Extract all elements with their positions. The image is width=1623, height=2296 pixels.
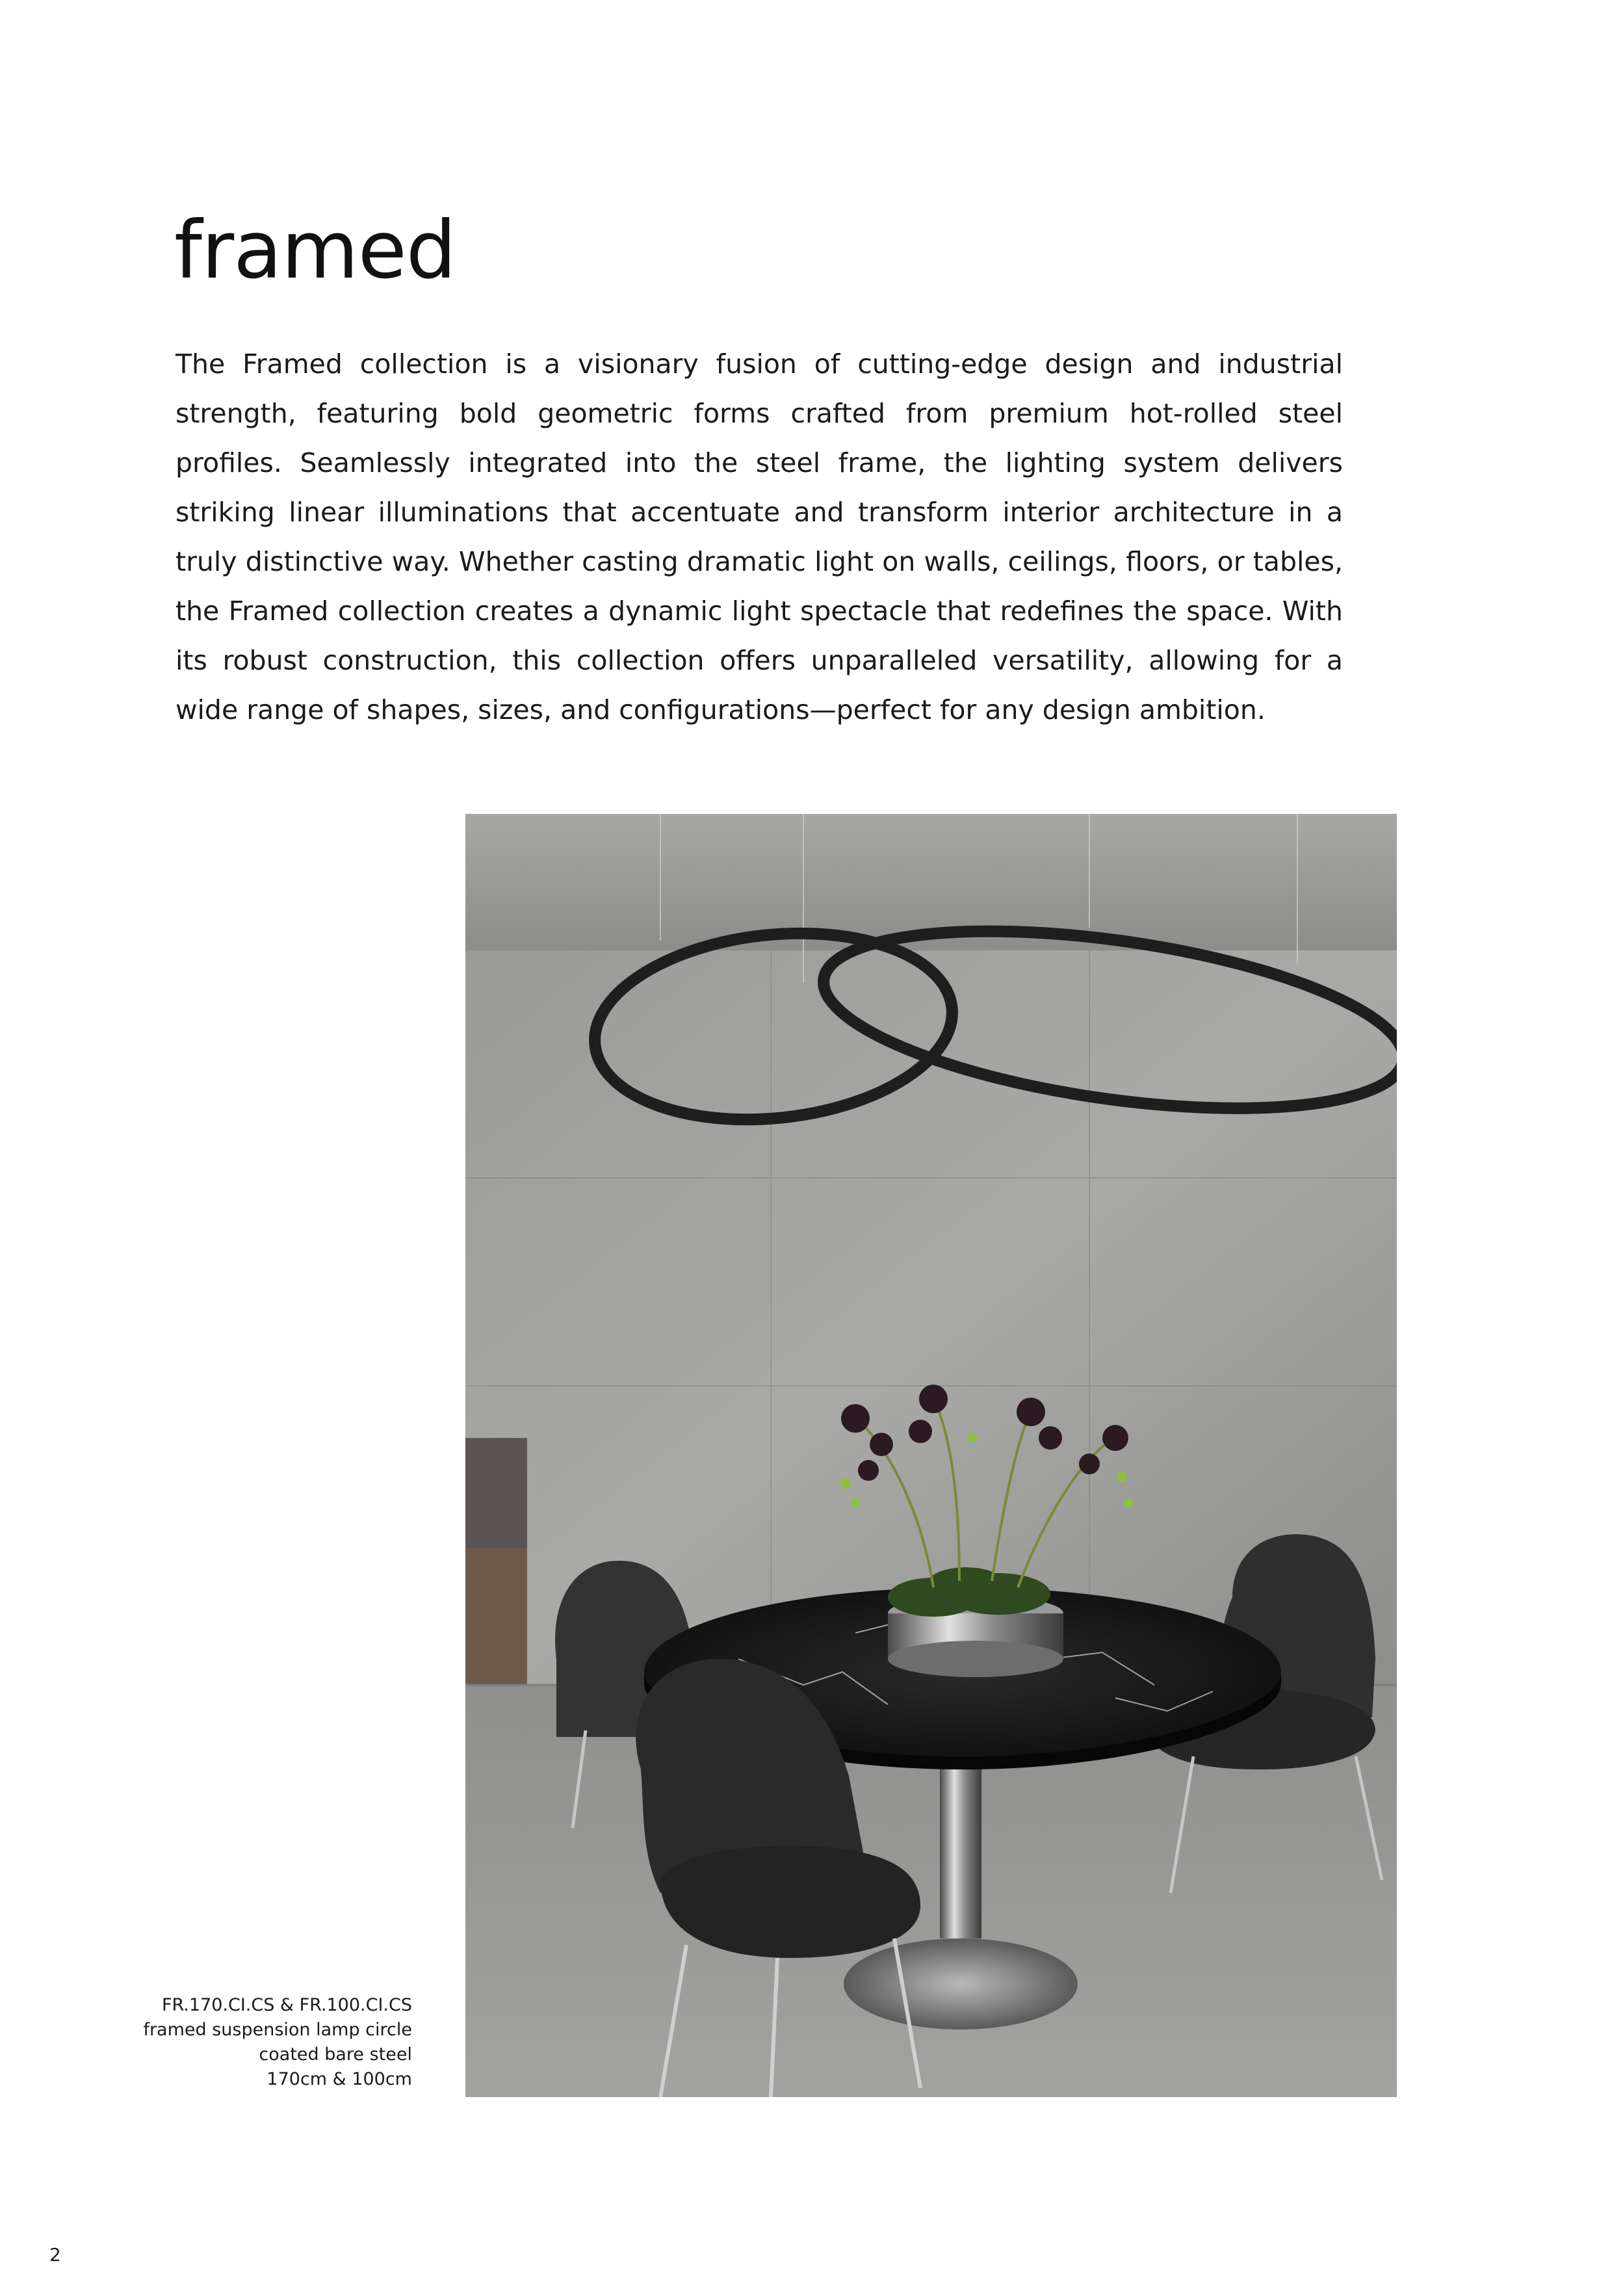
intro-paragraph: The Framed collection is a visionary fusion of cutting-edge design and industrial strength, featuring bold geometric forms crafted from premium hot-rolled steel profiles. Seamlessly integrated into the steel frame, the lighting system delivers striking linear illuminations that accentuate and transform interior architecture in a truly distinctive way. Whether casting dramatic light on walls, ceilings, floors, or tables, the Framed collection creates a dynamic light spectacle that redefines the space. With its robust construction, this collection offers unparalleled versatility, allowing for a wide range of shapes, sizes, and configurations—perfect for any design ambition.	[175, 348, 1343, 725]
product-photo	[465, 814, 1397, 2097]
caption-product-name: framed suspension lamp circle	[143, 2020, 412, 2040]
caption-sizes: 170cm & 100cm	[266, 2069, 412, 2089]
caption-finish: coated bare steel	[259, 2044, 412, 2065]
caption-product-codes: FR.170.CI.CS & FR.100.CI.CS	[161, 1995, 412, 2015]
photo-caption	[74, 1993, 412, 2092]
framed-lamp-dining-scene	[465, 814, 1397, 2097]
page-number: 2	[49, 2244, 61, 2265]
page-title: framed	[174, 204, 456, 296]
